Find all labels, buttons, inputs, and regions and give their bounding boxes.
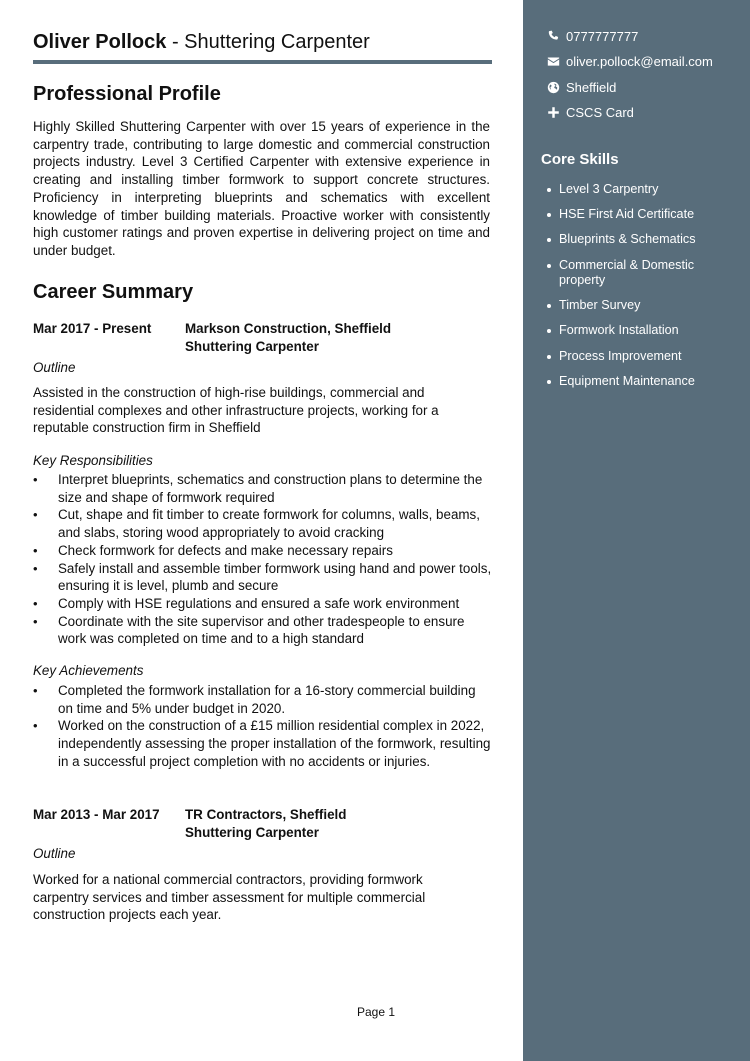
contact-email[interactable] bbox=[547, 49, 713, 74]
list-item: • Completed the formwork installation for a 16-story commercial building on time and 5% under budget in 2020. bbox=[33, 682, 493, 717]
list-item: • Cut, shape and fit timber to create formwork for columns, walls, beams, and slabs, storing wood appropriately to avoid cracking bbox=[33, 506, 493, 541]
page-title bbox=[33, 31, 370, 54]
page-number: Page 1 bbox=[357, 1005, 396, 1019]
responsibilities-list bbox=[33, 471, 493, 648]
skill-item: Timber Survey bbox=[547, 298, 737, 314]
phone-icon bbox=[547, 30, 560, 43]
contact-location bbox=[547, 75, 713, 100]
skill-item: Level 3 Carpentry bbox=[547, 182, 737, 198]
achievements-list bbox=[33, 682, 493, 771]
email-icon bbox=[547, 55, 560, 68]
profile-heading: Professional Profile bbox=[33, 83, 221, 105]
profile-text: Highly Skilled Shuttering Carpenter with over 15 years of experience in the carpentry trade, contributing to large domestic and commercial construction projects industry. Level 3 Certified Carpenter with extensive experience in creating and installing timber formwork to support concrete structures. Proficiency in interpreting blueprints and schematics with excellent knowledge of timber building materials. Proactive worker with consistently high customer ratings and proven expertise in delivering project on time and under budget. bbox=[33, 119, 490, 258]
skills-list bbox=[547, 182, 737, 399]
job-title: Shuttering Carpenter bbox=[184, 31, 370, 53]
skill-item: Blueprints & Schematics bbox=[547, 232, 737, 248]
sidebar bbox=[523, 0, 750, 1061]
skills-heading: Core Skills bbox=[541, 151, 619, 168]
contact-phone[interactable] bbox=[547, 24, 713, 49]
job-outline: Worked for a national commercial contractors, providing formwork carpentry services and timber assessment for multiple commercial construction projects each year. bbox=[33, 872, 426, 923]
contact-email-text: oliver.pollock@email.com bbox=[566, 54, 713, 70]
contact-card-text: CSCS Card bbox=[566, 105, 634, 121]
skill-item: Formwork Installation bbox=[547, 323, 737, 339]
job-company: Markson Construction, Sheffield bbox=[185, 321, 392, 336]
outline-label: Outline bbox=[33, 846, 76, 861]
job-role: Shuttering Carpenter bbox=[185, 825, 319, 840]
list-item: • Check formwork for defects and make necessary repairs bbox=[33, 542, 493, 560]
list-item: • Coordinate with the site supervisor and other tradespeople to ensure work was completed on time and to a high standard bbox=[33, 613, 493, 648]
list-item: • Comply with HSE regulations and ensured a safe work environment bbox=[33, 595, 493, 613]
list-item: • Safely install and assemble timber formwork using hand and power tools, ensuring it is level, plumb and secure bbox=[33, 560, 493, 595]
candidate-name: Oliver Pollock bbox=[33, 31, 167, 53]
globe-icon bbox=[547, 81, 560, 94]
skill-item: Commercial & Domestic property bbox=[547, 258, 737, 289]
responsibilities-label: Key Responsibilities bbox=[33, 453, 153, 468]
job-dates: Mar 2017 - Present bbox=[33, 321, 152, 336]
contact-card bbox=[547, 100, 713, 125]
achievements-label: Key Achievements bbox=[33, 663, 144, 678]
job-company: TR Contractors, Sheffield bbox=[185, 807, 347, 822]
job-dates: Mar 2013 - Mar 2017 bbox=[33, 807, 160, 822]
contact-location-text: Sheffield bbox=[566, 79, 617, 95]
list-item: • Worked on the construction of a £15 million residential complex in 2022, independently assessing the proper installation of the formwork, resulting in a successful project completion with no accidents or injuries. bbox=[33, 717, 493, 770]
contact-phone-text: 0777777777 bbox=[566, 29, 639, 45]
outline-label: Outline bbox=[33, 360, 76, 375]
header-divider bbox=[33, 60, 492, 64]
job-role: Shuttering Carpenter bbox=[185, 339, 319, 354]
title-separator: - bbox=[166, 31, 185, 53]
job-company-block bbox=[185, 806, 485, 842]
skill-item: Equipment Maintenance bbox=[547, 374, 737, 390]
skill-item: Process Improvement bbox=[547, 349, 737, 365]
contact-list bbox=[547, 24, 713, 125]
job-outline: Assisted in the construction of high-rise buildings, commercial and residential complexes and other infrastructure projects, working for a reputable construction firm in Sheffield bbox=[33, 385, 439, 436]
plus-icon bbox=[547, 106, 560, 119]
skill-item: HSE First Aid Certificate bbox=[547, 207, 737, 223]
list-item: • Interpret blueprints, schematics and construction plans to determine the size and shape of formwork required bbox=[33, 471, 493, 506]
job-company-block bbox=[185, 320, 485, 356]
career-heading: Career Summary bbox=[33, 281, 194, 303]
